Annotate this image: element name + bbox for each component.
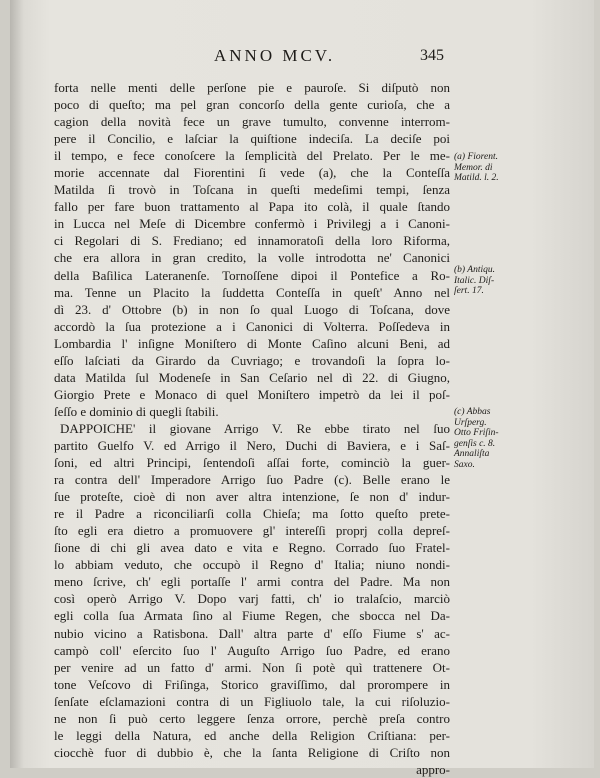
note-line: Urſperg. <box>454 417 487 428</box>
note-line: (c) Abbas <box>454 407 491 417</box>
note-line: Otto Friſin- <box>454 428 499 438</box>
text-line: poco di queſto; ma pel gran concorſo della gente curioſa, che a <box>54 97 450 113</box>
text-line: ciocchè fuor di dubbio è, che la ſanta Religione di Criſto non <box>54 744 450 760</box>
text-line: pere il Concilio, e laſciar la quiſtione indeciſa. La deciſe poi <box>54 131 450 147</box>
note-line: Matild. l. 2. <box>454 173 499 183</box>
text-line: tone Veſcovo di Friſinga, Storico graviſſimo, dal prorompere in <box>54 676 450 692</box>
book-page <box>10 0 594 777</box>
text-line: ſione di chi gli avea dato e vita e Regno. Corrado ſuo Fratel- <box>54 540 450 556</box>
text-line: re il Padre a riconciliarſi colla Chieſa; ma ſotto queſto prete- <box>54 506 450 522</box>
text-line: ne non ſi può certo leggere ſenza orrore, perchè preſa contro <box>54 710 450 726</box>
text-line: ci Regolari di S. Frediano; ed innamoratoſi della loro Riforma, <box>54 233 450 249</box>
note-line: Italic. Diſ- <box>454 275 495 286</box>
note-line: Annaliſta <box>454 449 490 459</box>
margin-note-b <box>454 265 548 297</box>
text-line: eſſo laſciati da Girardo da Cuvriago; e trovandoſi la ſopra lo- <box>54 352 450 368</box>
paragraph-start-line: DAPPOICHE' il giovane Arrigo V. Re ebbe tirato nel ſuo <box>60 420 450 436</box>
text-line: Lombardia l' inſigne Moniſtero di Monte Caſino alcuni Beni, ad <box>54 335 450 351</box>
text-line: in Lucca nel Meſe di Dicembre confermò i Privilegj a i Canoni- <box>54 216 450 232</box>
running-title: ANNO MCV. <box>214 46 336 65</box>
text-line: morie accennate dal Fiorentini ſi vede (a), che la Conteſſa <box>54 165 450 181</box>
page-header <box>10 46 594 70</box>
text-line: meno ſcrive, ch' egli portaſſe l' armi contra del Padre. Ma non <box>54 574 450 590</box>
page-number: 345 <box>420 47 444 64</box>
text-line: lo abbiam veduto, che occupò il Regno d' Italia; niuno nondi- <box>54 557 450 573</box>
note-line: ſert. 17. <box>454 286 484 296</box>
text-line: ſoni, ed altri Principi, ſentendoſi aſſai forte, cominciò la guer- <box>54 455 450 471</box>
text-line: Matilda ſi trovò in Toſcana in queſti medeſimi tempi, ſenza <box>54 182 450 198</box>
text-line: ſenſate eſclamazioni contra di un Figliuolo tale, la cui riſoluzio- <box>54 693 450 709</box>
text-line: accordò la ſua protezione a i Canonici di Volterra. Poſſedeva in <box>54 318 450 334</box>
text-line: Giorgio Prete e Monaco di quel Moniſtero impetrò da lei il poſ- <box>54 386 450 402</box>
text-line: così operò Arrigo V. Dopo varj fatti, ch' io tralaſcio, marciò <box>54 591 450 607</box>
text-line: dì 23. d' Ottobre (b) in non ſo qual Luogo di Toſcana, dove <box>54 301 450 317</box>
text-line: il tempo, e fece conoſcere la ſemplicità del Prelato. Per le me- <box>54 148 450 164</box>
text-line: nubio vicino a Ratisbona. Dall' altra parte d' eſſo Fiume s' ac- <box>54 625 450 641</box>
text-line: della Baſilica Lateranenſe. Tornoſſene dipoi il Pontefice a Ro- <box>54 267 450 283</box>
catchword: appro- <box>416 761 450 777</box>
note-line: Memor. di <box>454 162 493 173</box>
note-line: (a) Fiorent. <box>454 152 498 162</box>
text-line: ſue proteſte, cioè di non aver altra intenzione, ſe non d' indur- <box>54 489 450 505</box>
text-line: per venire ad un fatto d' armi. Non ſi potè quì trattenere Ot- <box>54 659 450 675</box>
text-line: egli colla ſua Armata ſino al Fiume Regen, che sbocca nel Da- <box>54 608 450 624</box>
main-text-block <box>54 79 450 778</box>
text-line: fallo per fare buon trattamento al Papa ito colà, il quale ſtando <box>54 199 450 215</box>
margin-note-c <box>454 407 548 470</box>
text-line: ſeſſo e dominio di quegli ſtabili. <box>54 403 219 419</box>
text-line: ra contra dell' Imperadore Arrigo ſuo Padre (c). Belle erano le <box>54 472 450 488</box>
text-line: che era allora in gran credito, la volle introdotta ne' Canonici <box>54 250 450 266</box>
text-line: le leggi della Natura, ed anche della Religion Criſtiana: per- <box>54 727 450 743</box>
text-line: data Matilda ſul Modeneſe in San Ceſario nel dì 22. di Giugno, <box>54 369 450 385</box>
text-line: partito Guelfo V. ed Arrigo il Nero, Duchi di Baviera, e i Saſ- <box>54 437 450 453</box>
text-line: ſto egli era dietro a promuovere gl' intereſſi proprj colla depreſ- <box>54 523 450 539</box>
text-line: campò coll' eſercito ſuo l' Auguſto Arrigo ſuo Padre, ed erano <box>54 642 450 658</box>
note-line: Saxo. <box>454 459 475 470</box>
text-line: ma. Tenne un Placito la ſuddetta Conteſſa in queſt' Anno nel <box>54 284 450 300</box>
note-line: genſis c. 8. <box>454 438 496 449</box>
text-line: cagion della novità fece un grave tumulto, convenne interrom- <box>54 114 450 130</box>
note-line: (b) Antiqu. <box>454 265 495 275</box>
margin-note-a <box>454 152 548 184</box>
text-line: forta nelle menti delle perſone pie e pauroſe. Si diſputò non <box>54 80 450 95</box>
